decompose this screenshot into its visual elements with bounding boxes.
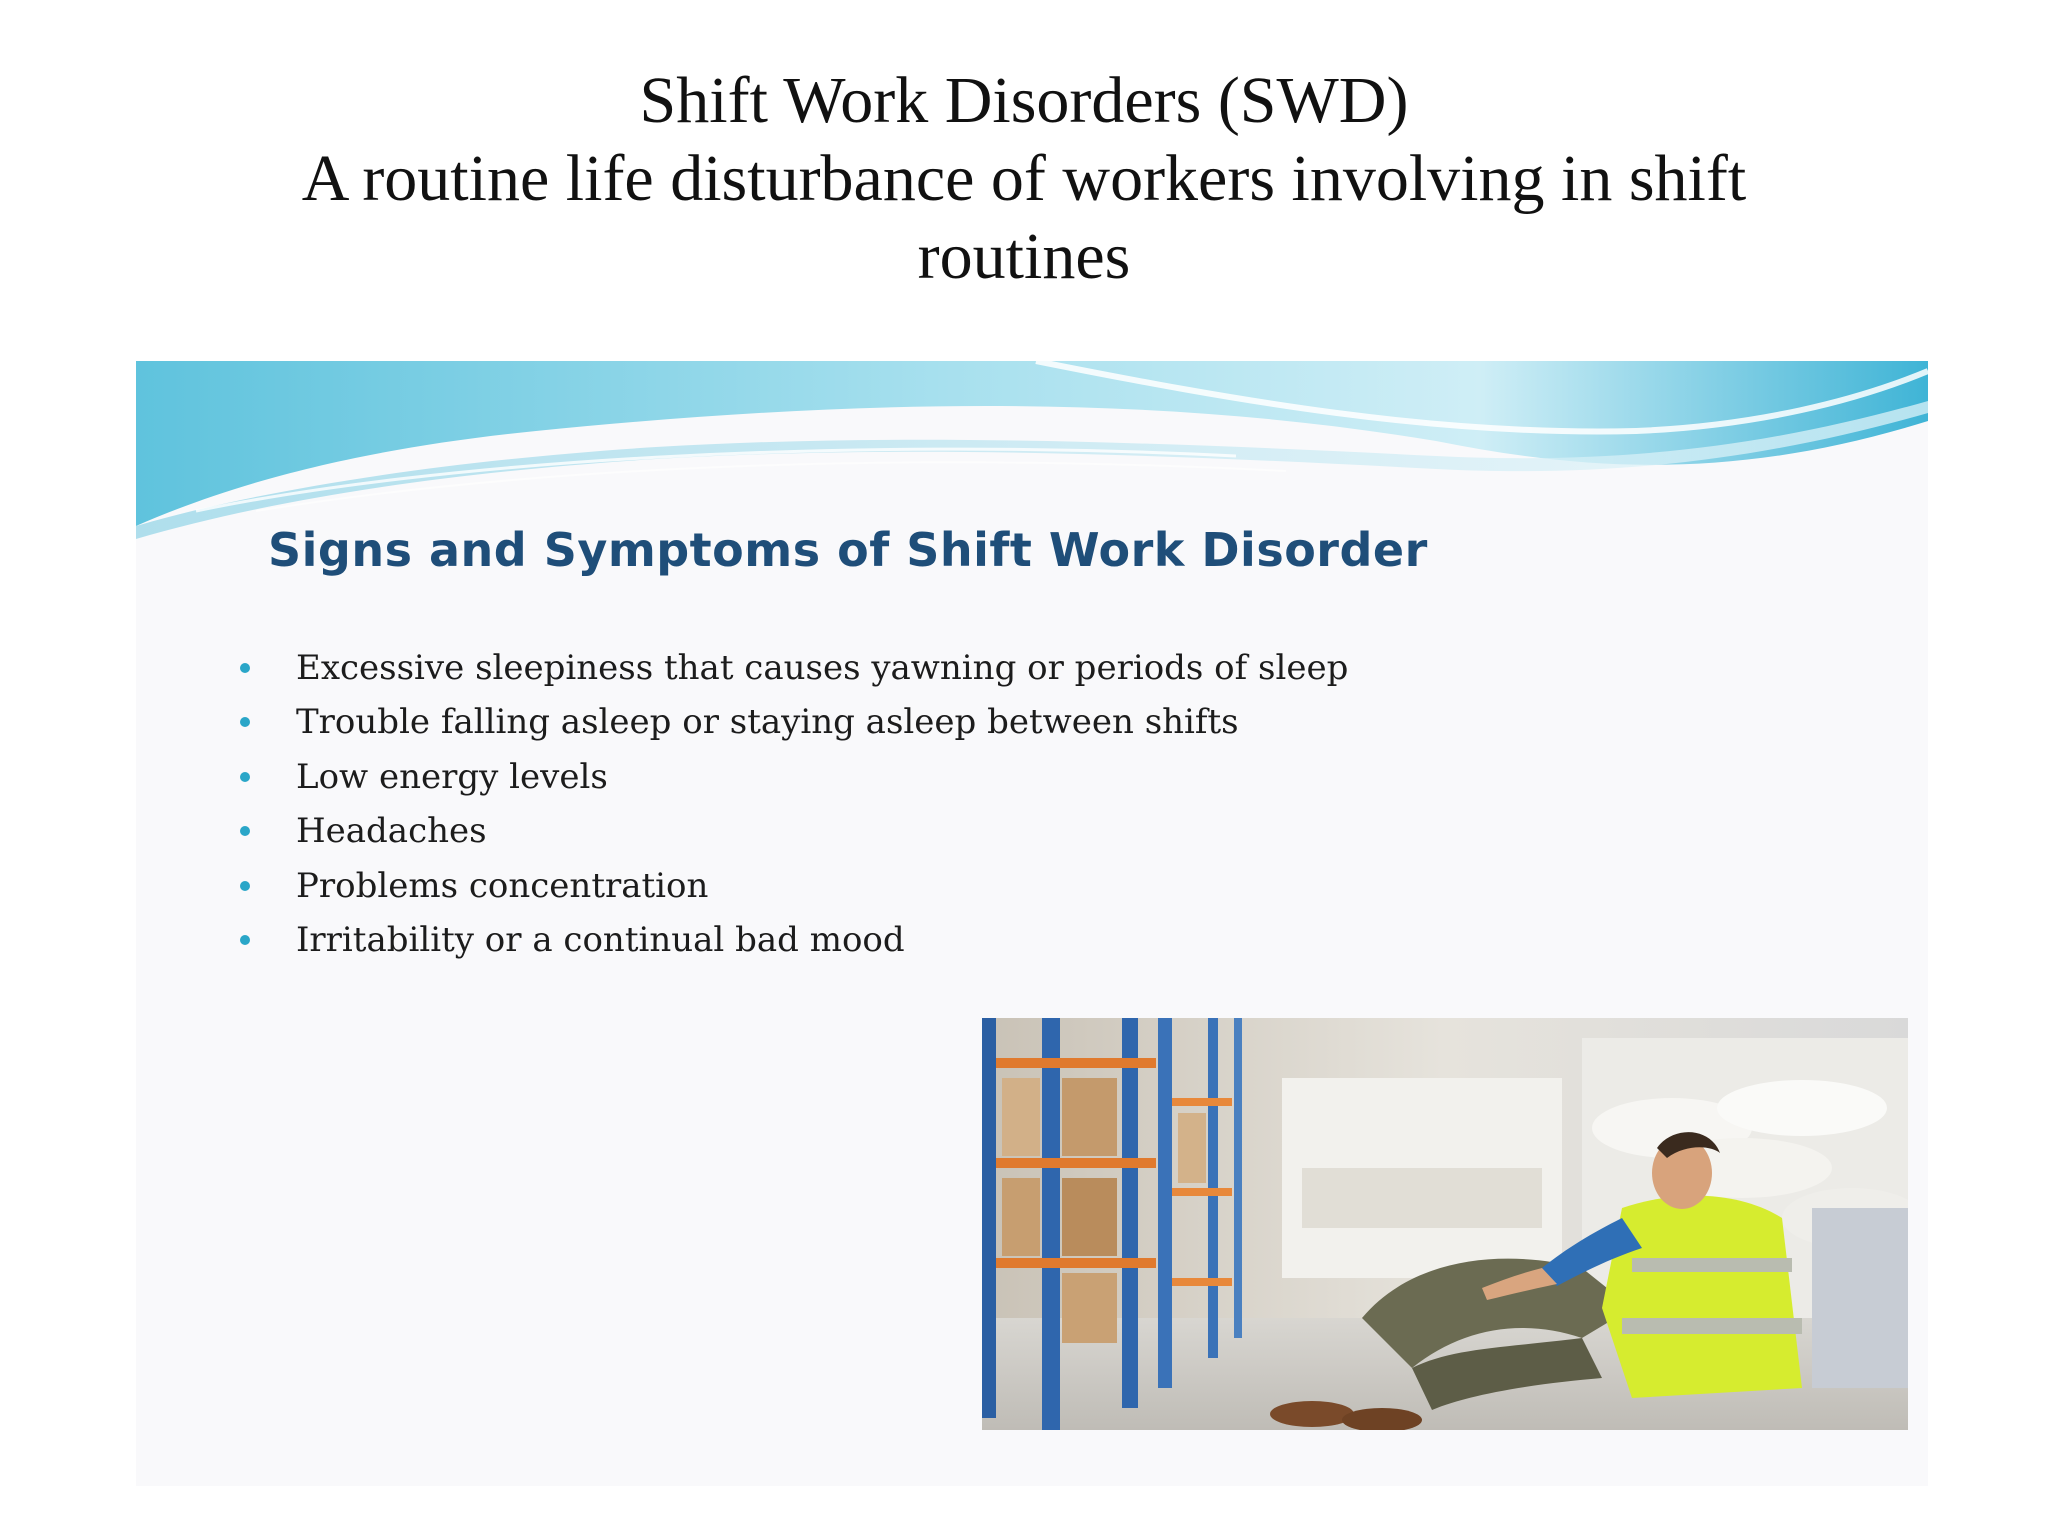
bullet-icon [240,717,250,727]
symptom-text: Problems concentration [296,865,709,906]
slide-title-line-2: A routine life disturbance of workers involving in shift routines [301,142,1747,293]
symptom-text: Irritability or a continual bad mood [296,919,905,960]
tired-warehouse-worker-photo [982,1018,1908,1430]
list-item [240,750,1348,804]
bullet-icon [240,772,250,782]
symptoms-heading: Signs and Symptoms of Shift Work Disorder [268,523,1428,577]
slide-title [0,62,2048,296]
symptoms-list [240,641,1348,967]
list-item [240,913,1348,967]
list-item [240,859,1348,913]
list-item [240,695,1348,749]
bullet-icon [240,881,250,891]
list-item [240,804,1348,858]
bullet-icon [240,826,250,836]
decorative-wave-banner [136,361,1928,541]
symptom-text: Excessive sleepiness that causes yawning or periods of sleep [296,648,1349,688]
slide-title-line-1: Shift Work Disorders (SWD) [639,64,1409,137]
symptom-text: Low energy levels [296,756,608,797]
symptom-text: Trouble falling asleep or staying asleep between shifts [296,702,1239,743]
embedded-slide-image [136,361,1928,1486]
list-item [240,641,1348,695]
symptom-text: Headaches [296,811,487,852]
bullet-icon [240,935,250,945]
bullet-icon [240,663,250,673]
